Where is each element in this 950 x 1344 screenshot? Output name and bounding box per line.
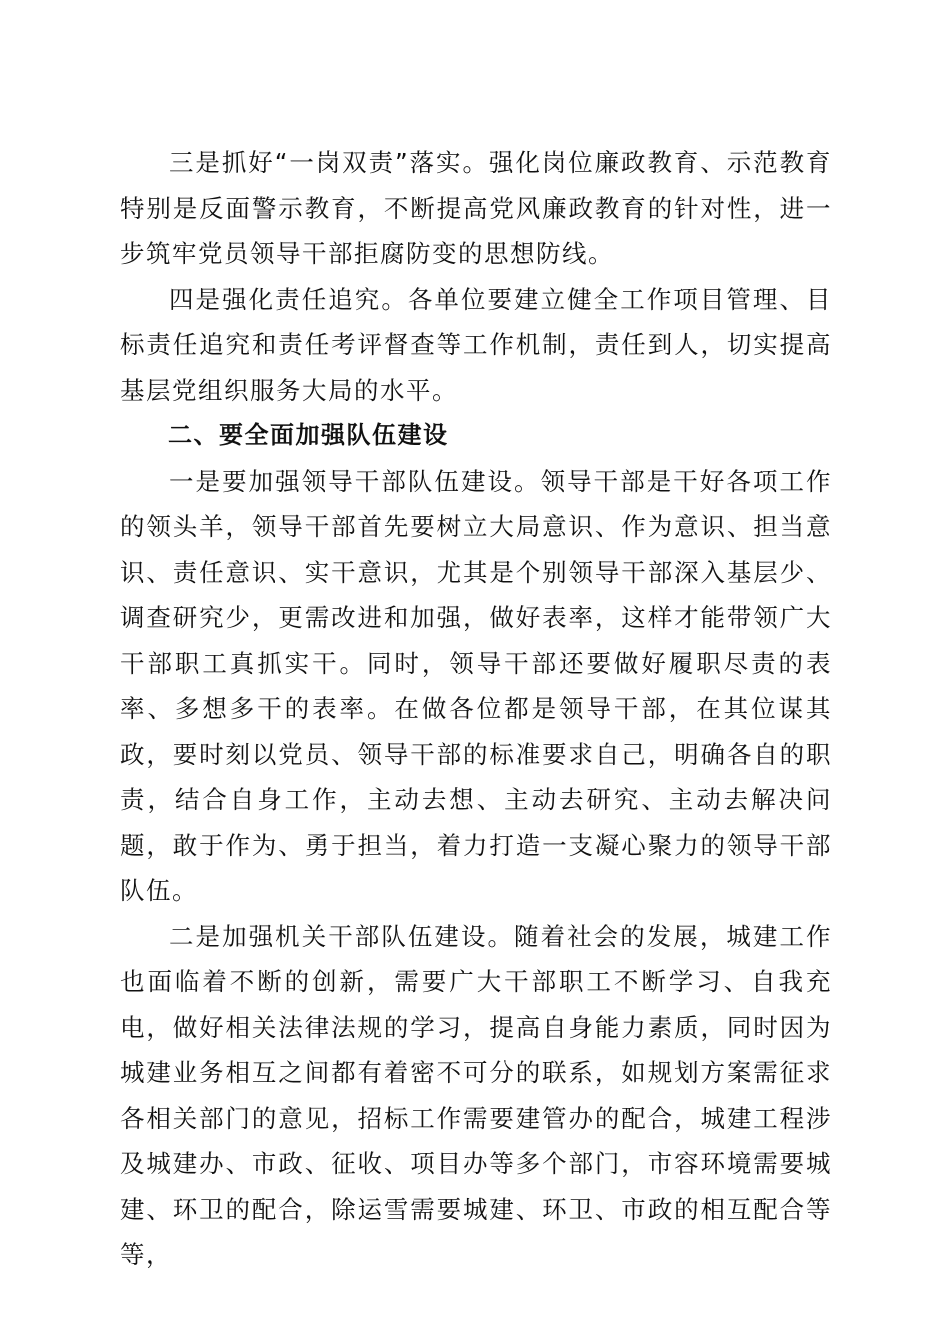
- paragraph-lead: 四是强化责任追究。: [169, 284, 408, 314]
- paragraph-zeren-zhuijiu: [120, 277, 832, 414]
- paragraph-body: 领导干部是干好各项工作的领头羊，领导干部首先要树立大局意识、作为意识、担当意识、责任意识、实干意识，尤其是个别领导干部深入基层少、调查研究少，更需改进和加强，做好表率，这样才能带领广大干部职工真抓实干。同时，领导干部还要做好履职尽责的表率、多想多干的表率。在做各位都是领导干部，在其位谋其政，要时刻以党员、领导干部的标准要求自己，明确各自的职责，结合自身工作，主动去想、主动去研究、主动去解决问题，敢于作为、勇于担当，着力打造一支凝心聚力的领导干部队伍。: [120, 466, 833, 905]
- paragraph-body: 强化岗位廉政教育、示范教育特别是反面警示教育，不断提高党风廉政教育的针对性，进一步筑牢党员领导干部拒腐防变的思想防线。: [120, 148, 832, 268]
- section-heading: 二、要全面加强队伍建设: [168, 421, 449, 449]
- paragraph-body: 随着社会的发展，城建工作也面临着不断的创新，需要广大干部职工不断学习、自我充电，做好相关法律法规的学习，提高自身能力素质，同时因为城建业务相互之间都有着密不可分的联系，如规划方案需征求各相关部门的意见，招标工作需要建管办的配合，城建工程涉及城建办、市政、征收、项目办等多个部门，市容环境需要城建、环卫的配合，除运雪需要城建、环卫、市政的相互配合等等，: [120, 921, 833, 1269]
- paragraph-lead: 一是要加强领导干部队伍建设。: [169, 466, 541, 496]
- paragraph-lingdao-ganbu: [120, 459, 832, 914]
- paragraph-lead: 三是抓好“一岗双责”落实。: [169, 148, 489, 177]
- paragraph-yigang-shuangze: [120, 140, 832, 277]
- paragraph-body: 各单位要建立健全工作项目管理、目标责任追究和责任考评督查等工作机制，责任到人，切实提高基层党组织服务大局的水平。: [120, 284, 832, 405]
- paragraph-jiguan-ganbu: [120, 914, 832, 1278]
- paragraph-lead: 二是加强机关干部队伍建设。: [169, 921, 515, 951]
- document-page: [120, 140, 832, 1278]
